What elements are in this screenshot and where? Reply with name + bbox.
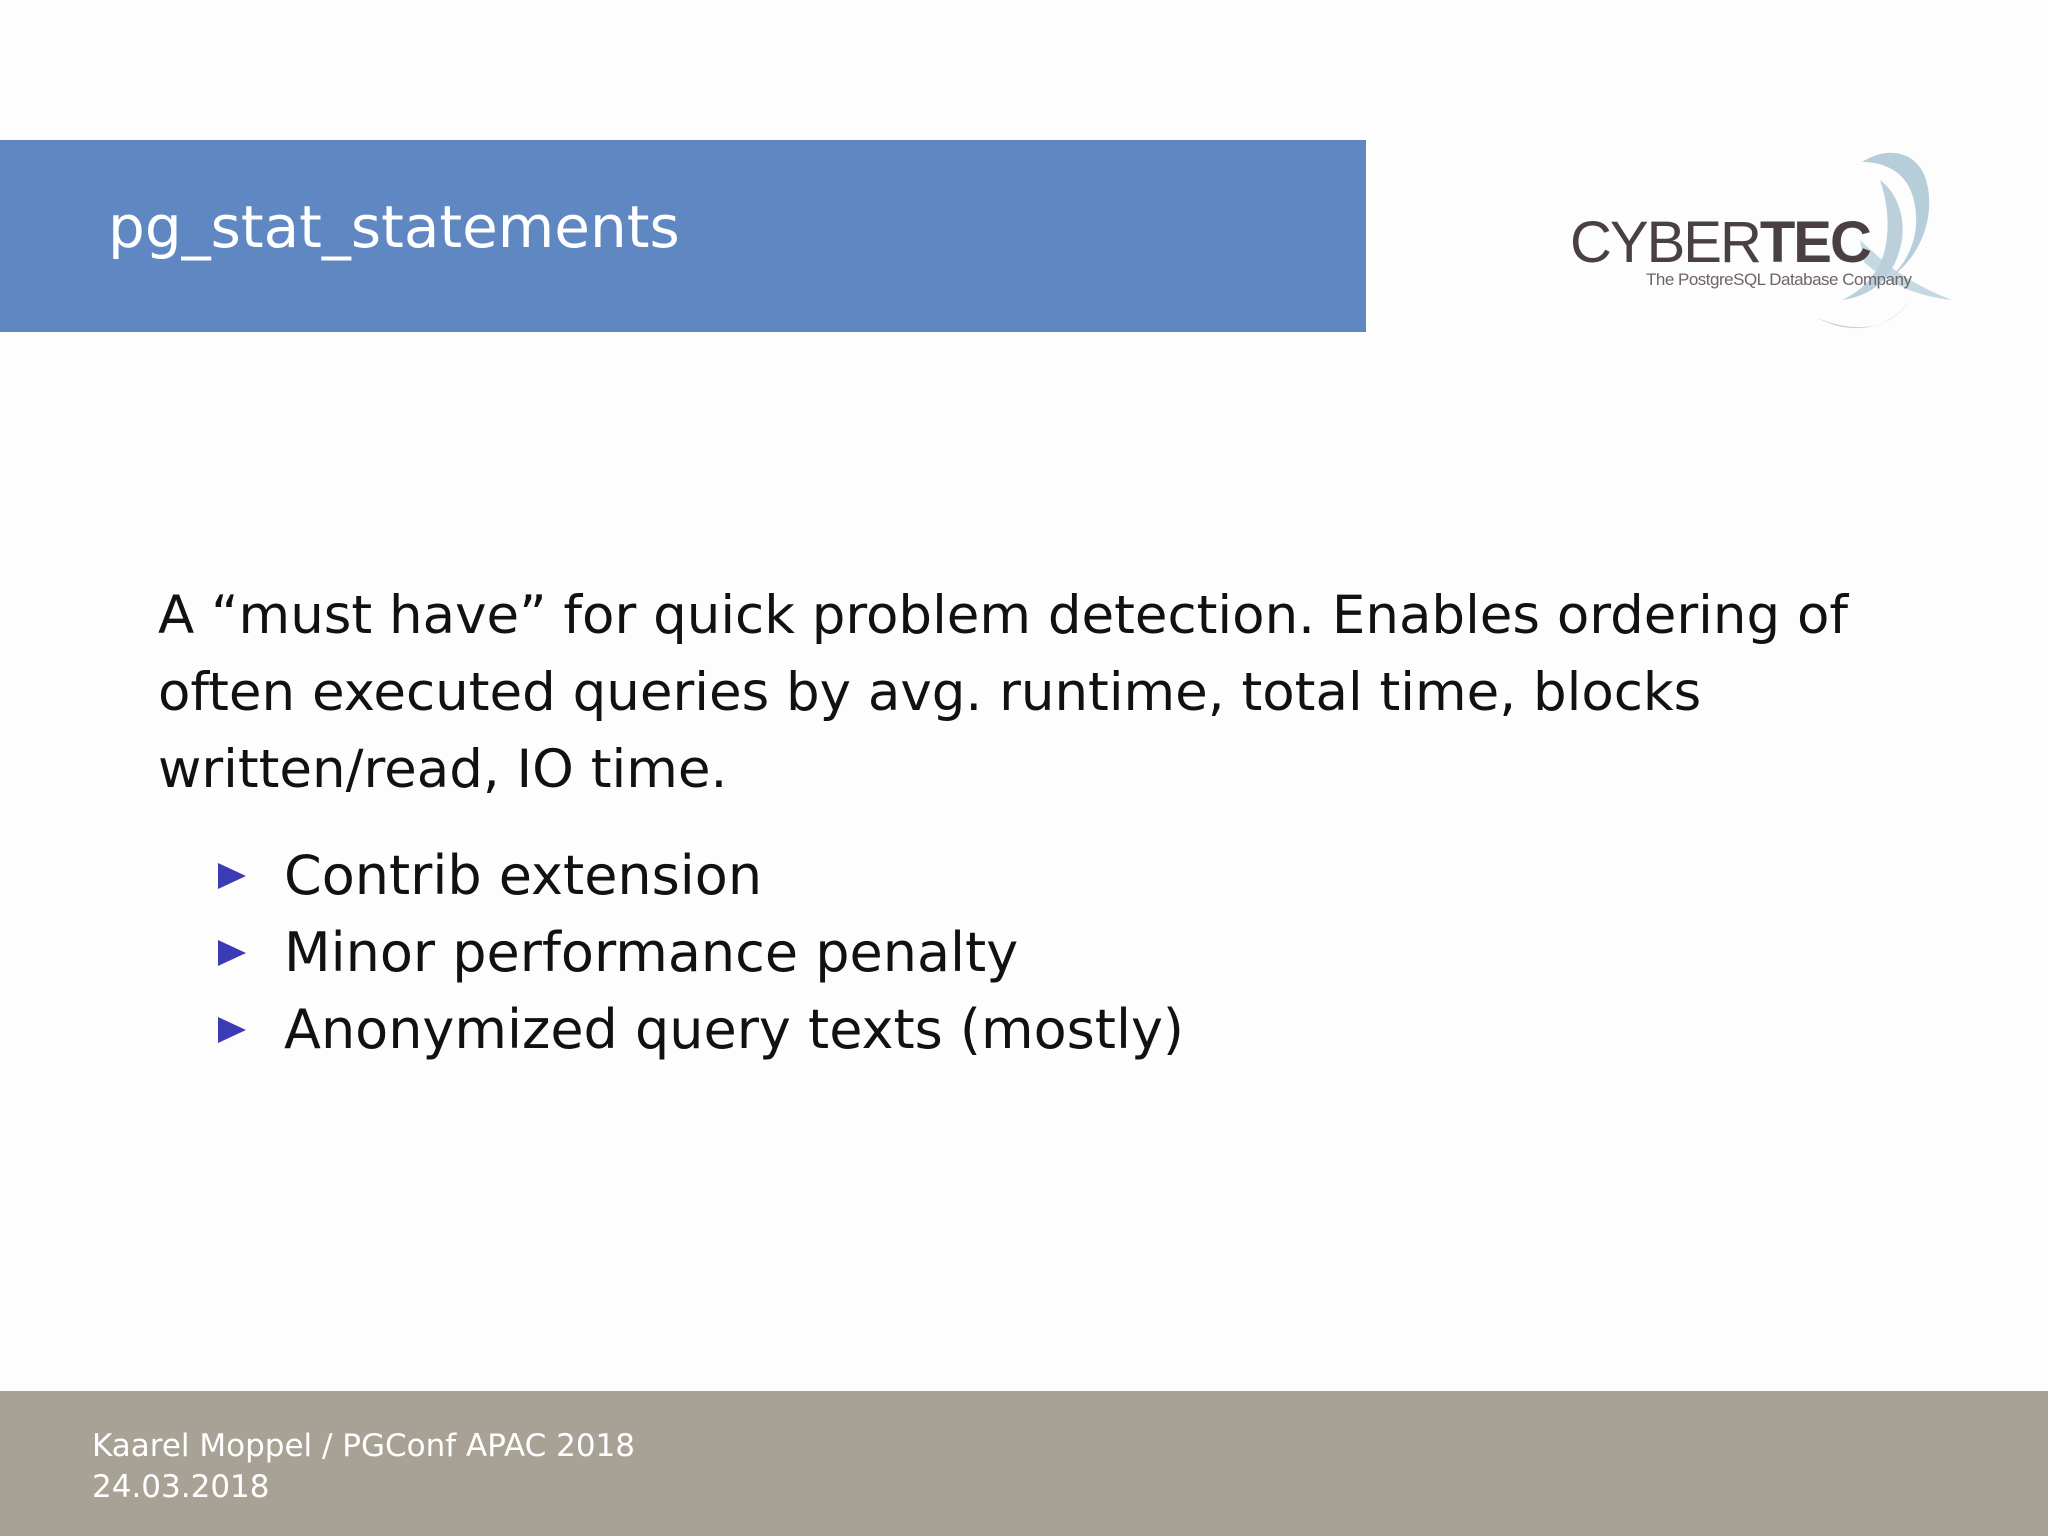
triangle-bullet-icon bbox=[218, 940, 246, 966]
logo-word-light: CYBER bbox=[1570, 210, 1760, 275]
intro-paragraph: A “must have” for quick problem detection. Enables ordering of often executed queries by avg. runtime, total time, blocks written/read, IO time. bbox=[158, 585, 1849, 800]
bullet-text: Minor performance penalty bbox=[284, 921, 1019, 984]
logo-word-bold: TEC bbox=[1759, 210, 1870, 275]
triangle-bullet-icon bbox=[218, 1017, 246, 1043]
list-item bbox=[218, 914, 1184, 991]
logo-tagline: The PostgreSQL Database Company bbox=[1646, 270, 1912, 289]
triangle-bullet-icon bbox=[218, 863, 246, 889]
footer-author-event: Kaarel Moppel / PGConf APAC 2018 bbox=[92, 1428, 635, 1464]
footer-date: 24.03.2018 bbox=[92, 1469, 270, 1505]
bullet-list bbox=[218, 837, 1184, 1068]
bullet-text: Anonymized query texts (mostly) bbox=[284, 998, 1184, 1061]
list-item bbox=[218, 991, 1184, 1068]
slide-title: pg_stat_statements bbox=[108, 193, 680, 261]
bullet-text: Contrib extension bbox=[284, 844, 763, 907]
logo-wordmark bbox=[1570, 212, 1870, 274]
list-item bbox=[218, 837, 1184, 914]
cybertec-logo bbox=[1560, 140, 1980, 340]
